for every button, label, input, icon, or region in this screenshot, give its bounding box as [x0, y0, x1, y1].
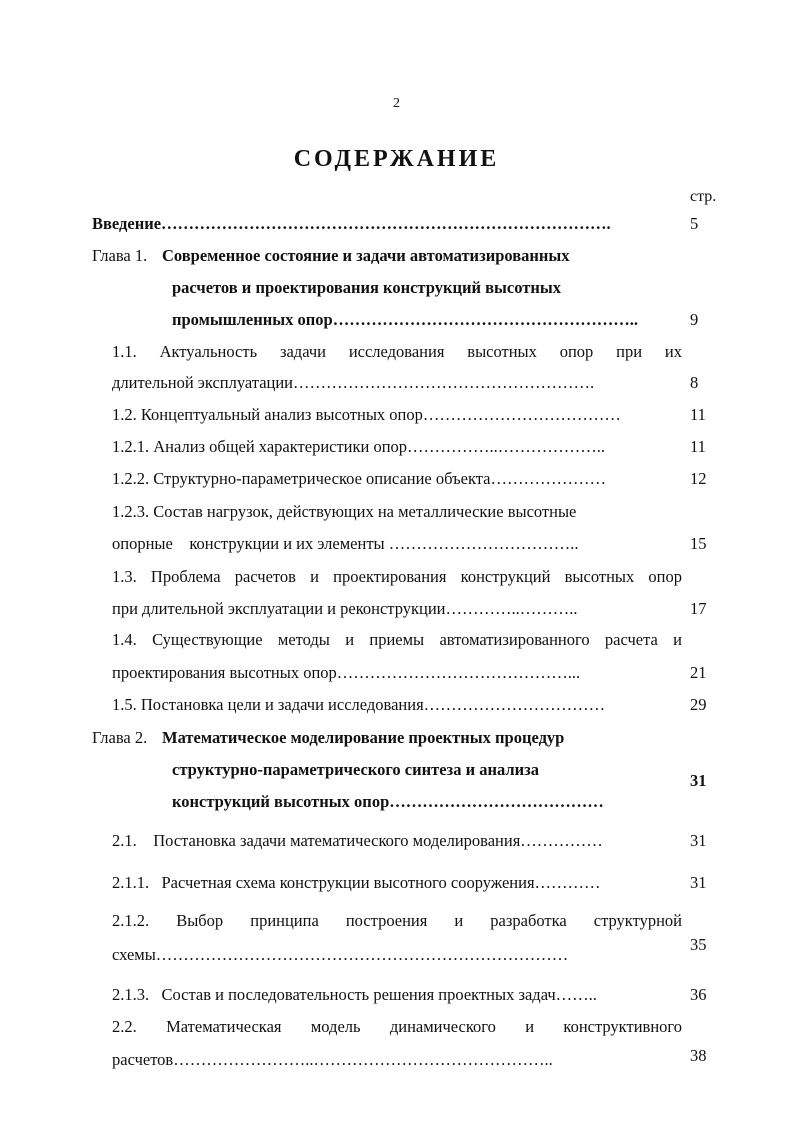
toc-entry-2-2-line-1 — [0, 1015, 793, 1039]
toc-entry-text: 2.1.1. Расчетная схема конструкции высотного сооружения………… — [112, 873, 601, 892]
toc-page-number: 31 — [690, 873, 707, 892]
chapter-title: структурно-параметрического синтеза и анализа — [172, 760, 539, 779]
chapter-title: расчетов и проектирования конструкций высотных — [172, 278, 561, 297]
toc-entry-2-1-2-line-1 — [0, 909, 793, 933]
chapter-title: промышленных опор……………………………………………….. — [172, 310, 638, 329]
chapter-title: Математическое моделирование проектных процедур — [162, 728, 565, 747]
toc-page-number: 31 — [690, 771, 707, 790]
toc-entry-text: 1.3. Проблема расчетов и проектирования конструкций высотных опор — [112, 567, 682, 586]
toc-page-number: 5 — [690, 214, 699, 233]
toc-entry-text: 2.1.2. Выбор принципа построения и разработка структурной — [112, 911, 682, 930]
chapter-prefix: Глава 2. — [92, 728, 148, 747]
toc-entry-text: 1.2.3. Состав нагрузок, действующих на металлические высотные — [112, 502, 577, 521]
toc-page-number: 21 — [690, 663, 707, 682]
toc-chapter-1-line-3 — [0, 308, 793, 332]
toc-entry-1-4-line-1 — [0, 628, 793, 652]
toc-entry-2-2-line-2 — [0, 1048, 793, 1072]
toc-entry-1-1-line-1 — [0, 340, 793, 364]
chapter-title: Современное состояние и задачи автоматизированных — [162, 246, 570, 265]
toc-entry-text: 1.2.1. Анализ общей характеристики опор……………..……………….. — [112, 437, 606, 456]
toc-entry-text: при длительной эксплуатации и реконструкции…………..……….. — [112, 599, 578, 618]
chapter-prefix: Глава 1. — [92, 246, 148, 265]
toc-entry-text: расчетов……………………..…………………………………….. — [112, 1050, 553, 1069]
toc-entry-2-1-1 — [0, 871, 793, 895]
toc-entry-1-2-3-line-2 — [0, 532, 793, 556]
toc-page-number: 17 — [690, 599, 707, 618]
toc-entry-text: 2.2. Математическая модель динамического и конструктивного — [112, 1017, 682, 1036]
toc-entry-1-2-1 — [0, 435, 793, 459]
toc-chapter-1-line-2 — [0, 276, 793, 300]
toc-page-number: 36 — [690, 985, 707, 1004]
toc-chapter-1-line-1 — [0, 244, 793, 268]
toc-page-number: 11 — [690, 405, 706, 424]
toc-entry-1-2 — [0, 403, 793, 427]
toc-chapter-2-line-1 — [0, 726, 793, 750]
toc-chapter-2-line-3 — [0, 790, 793, 814]
chapter-title: конструкций высотных опор………………………………… — [172, 792, 604, 811]
toc-entry-1-2-3-line-1 — [0, 500, 793, 524]
toc-page-number: 38 — [690, 1046, 707, 1065]
toc-entry-text: схемы………………………………………………………………… — [112, 945, 569, 964]
toc-entry-text: 1.2. Концептуальный анализ высотных опор……………………………… — [112, 405, 621, 424]
toc-entry-1-3-line-2 — [0, 597, 793, 621]
toc-entry-intro — [0, 212, 793, 236]
page-title: СОДЕРЖАНИЕ — [293, 146, 500, 172]
toc-entry-2-1-3 — [0, 983, 793, 1007]
toc-entry-text: опорные конструкции и их элементы …………………………….. — [112, 534, 579, 553]
toc-page-number: 29 — [690, 695, 707, 714]
toc-entry-text: проектирования высотных опор……………………………………... — [112, 663, 581, 682]
toc-page-number: 35 — [690, 935, 707, 954]
toc-page-number: 9 — [690, 310, 699, 329]
toc-entry-1-2-2 — [0, 467, 793, 491]
toc-entry-text: 1.1. Актуальность задачи исследования высотных опор при их — [112, 342, 682, 361]
toc-page-number: 11 — [690, 437, 706, 456]
toc-page-number: 12 — [690, 469, 707, 488]
toc-entry-2-1-2-line-2 — [0, 943, 793, 967]
toc-page-number: 31 — [690, 831, 707, 850]
toc-entry-text: 1.2.2. Структурно-параметрическое описание объекта………………… — [112, 469, 607, 488]
toc-entry-1-4-line-2 — [0, 661, 793, 685]
toc-entry-1-5 — [0, 693, 793, 717]
toc-entry-text: 2.1.3. Состав и последовательность решения проектных задач…….. — [112, 985, 597, 1004]
toc-entry-2-1 — [0, 829, 793, 853]
page-column-label: стр. — [690, 188, 717, 205]
toc-page-number: 8 — [690, 373, 699, 392]
toc-entry-text: длительной эксплуатации………………………………………………. — [112, 373, 595, 392]
toc-entry-text: 2.1. Постановка задачи математического моделирования…………… — [112, 831, 603, 850]
toc-entry-text: 1.5. Постановка цели и задачи исследования…………………………… — [112, 695, 606, 714]
page-number: 2 — [393, 96, 400, 111]
toc-entry-text: 1.4. Существующие методы и приемы автоматизированного расчета и — [112, 630, 682, 649]
toc-entry-1-1-line-2 — [0, 371, 793, 395]
toc-page-number: 15 — [690, 534, 707, 553]
toc-entry-1-3-line-1 — [0, 565, 793, 589]
toc-entry-text: Введение………………………………………………………………………. — [92, 214, 611, 233]
